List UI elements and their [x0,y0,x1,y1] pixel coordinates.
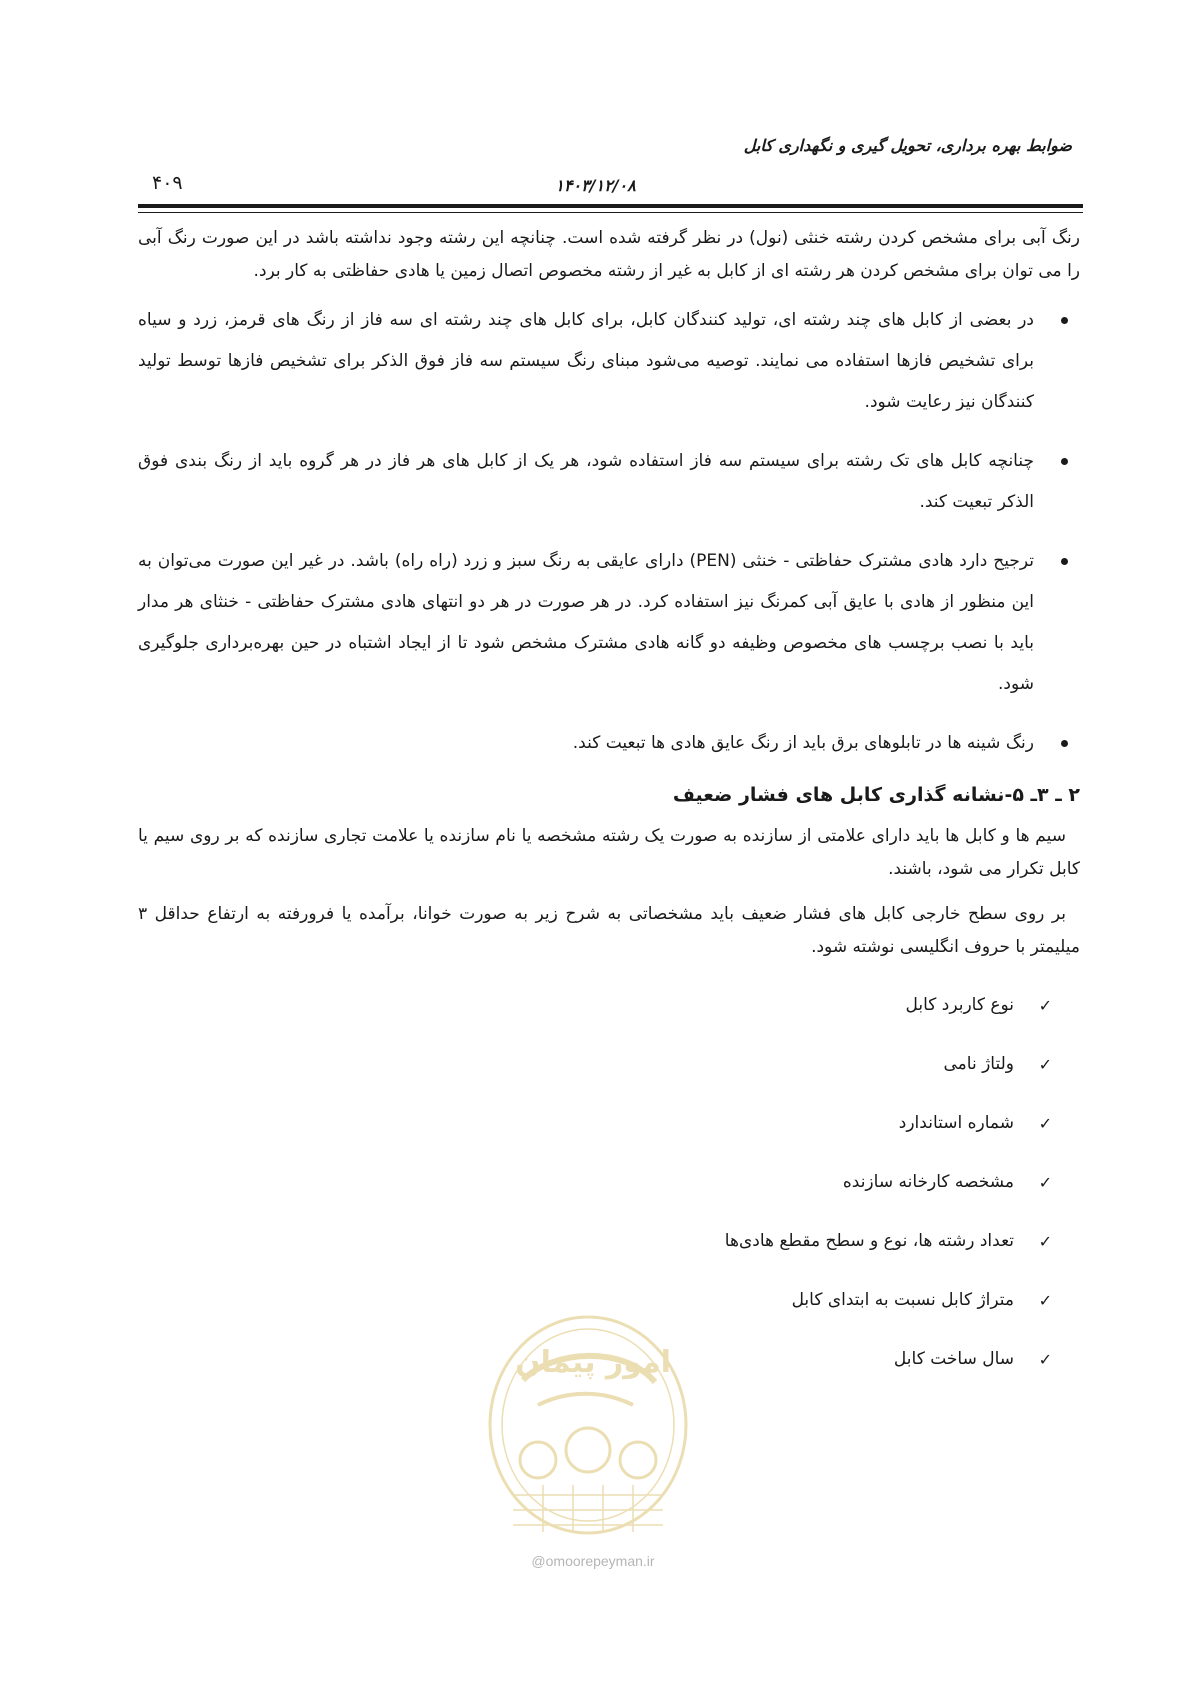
checklist-text: ولتاژ نامی [943,1054,1014,1074]
checklist-text: تعداد رشته ها، نوع و سطح مقطع هادی‌ها [724,1231,1014,1251]
checkmark-icon: ✓ [1038,1232,1052,1251]
bullet-item [138,300,1080,423]
bullet-text: رنگ شینه ها در تابلوهای برق باید از رنگ عایق هادی ها تبعیت کند. [572,733,1034,753]
section-paragraph-2: بر روی سطح خارجی کابل های فشار ضعیف باید مشخصاتی به شرح زیر به صورت خوانا، برآمده یا فرورفته به ارتفاع حداقل ۳ میلیمتر با حروف انگلیسی نوشته شود. [138,904,1080,957]
bullet-text: ترجیح دارد هادی مشترک حفاظتی - خنثی (PEN) دارای عایقی به رنگ سبز و زرد (راه راه) باشد. در غیر این صورت می‌توان به این منظور از هادی با عایق آبی کمرنگ نیز استفاده کرد. در هر صورت در هر دو انتهای هادی مشترک حفاظتی - خنثای هر مدار باید با نصب برچسب های مخصوص وظیفه دو گانه هادی مشترک مشخص شود تا از ایجاد اشتباه در حین بهره‌برداری جلوگیری شود. [138,551,1034,694]
bullet-item [138,441,1080,523]
checkmark-icon: ✓ [1038,1350,1052,1369]
checkmark-icon: ✓ [1038,1114,1052,1133]
bullet-icon [1061,317,1068,324]
header-rule-thick [138,204,1083,208]
checkmark-icon: ✓ [1038,1173,1052,1192]
checklist-text: سال ساخت کابل [893,1349,1014,1369]
checkmark-icon: ✓ [1038,996,1052,1015]
bullet-item [138,723,1080,764]
intro-paragraph: رنگ آبی برای مشخص کردن رشته خنثی (نول) در نظر گرفته شده است. چنانچه این رشته وجود نداشته باشد در این صورت رنگ آبی را می توان برای مشخص کردن هر رشته ای از کابل به غیر از رشته مخصوص اتصال زمین یا هادی حفاظتی به کار برد. [138,228,1080,281]
page-content [138,222,1080,1389]
header-title: ضوابط بهره برداری، تحویل گیری و نگهداری کابل [743,136,1072,155]
bullet-item [138,541,1080,705]
bullet-icon [1061,740,1068,747]
bullet-list [138,300,1080,764]
bullet-text: چنانچه کابل های تک رشته برای سیستم سه فاز استفاده شود، هر یک از کابل های هر فاز در هر گروه باید از رنگ بندی فوق الذکر تبعیت کند. [138,451,1034,512]
checklist-text: نوع کاربرد کابل [905,995,1014,1015]
checklist-item [138,1153,1080,1212]
checklist-item [138,976,1080,1035]
header-date: ۱۴۰۳/۱۲/۰۸ [555,176,636,195]
checklist-item [138,1094,1080,1153]
checklist-item [138,1035,1080,1094]
bullet-text: در بعضی از کابل های چند رشته ای، تولید کنندگان کابل، برای کابل های چند رشته ای سه فاز از رنگ های قرمز، زرد و سیاه برای تشخیص فازها استفاده می نمایند. توصیه می‌شود مبنای رنگ سیستم سه فاز فوق الذکر برای تشخیص فازها توسط تولید کنندگان نیز رعایت شود. [138,310,1034,412]
checklist-text: متراژ کابل نسبت به ابتدای کابل [791,1290,1014,1310]
watermark-logo-icon [483,1310,693,1540]
checklist-text: شماره استاندارد [898,1113,1014,1133]
checklist-text: مشخصه کارخانه سازنده [842,1172,1014,1192]
page-number: ۴۰۹ [152,172,183,194]
section-heading: ۲ ـ ۳ـ ۵-نشانه گذاری کابل های فشار ضعیف [672,784,1080,806]
header-rule-thin [138,212,1083,213]
watermark-text: امور پیمان [515,1345,671,1380]
bullet-icon [1061,558,1068,565]
checkmark-icon: ✓ [1038,1291,1052,1310]
section-paragraph-1: سیم ها و کابل ها باید دارای علامتی از سازنده به صورت یک رشته مشخصه یا نام سازنده یا علامت تجاری سازنده که بر روی سیم یا کابل تکرار می شود، باشند. [138,826,1080,879]
watermark-url: @omoorepeyman.ir [531,1553,655,1569]
bullet-icon [1061,458,1068,465]
checklist-item [138,1212,1080,1271]
checkmark-icon: ✓ [1038,1055,1052,1074]
